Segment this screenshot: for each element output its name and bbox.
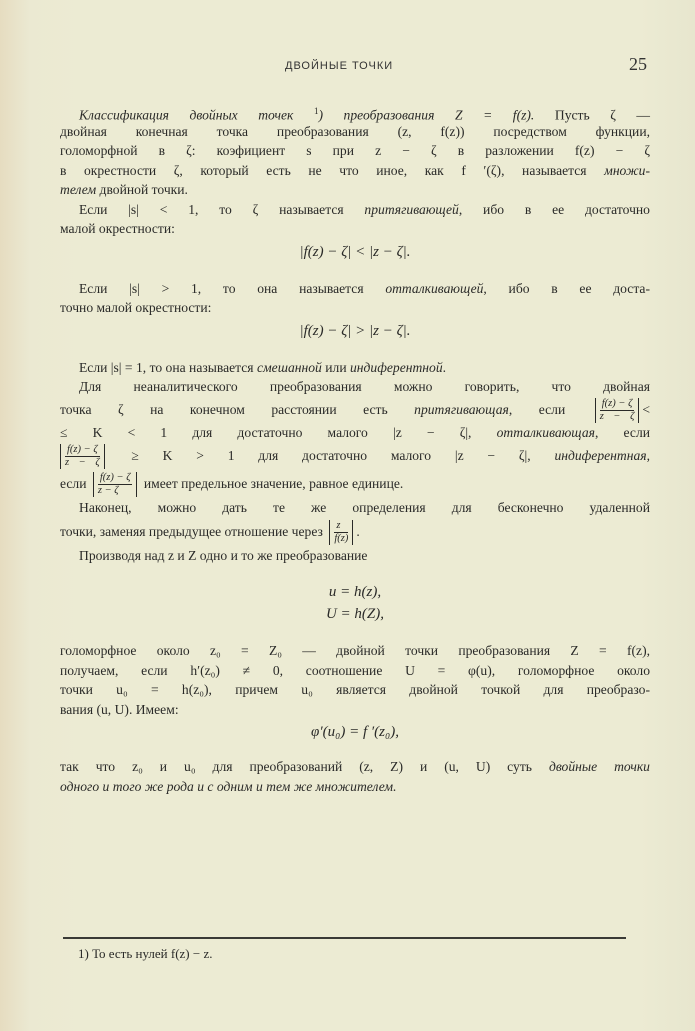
paragraph-classification: Классификация двойных точек $^1$) преобразования Z = f(z). Пусть ζ — двойная конечная точка преобразования (z, f(z)) посредством функции, голоморфной в ζ: коэфициент s при z − ζ в разложении f(z) − ζ в окрестности ζ, который есть не что иное, как f ′(ζ), называется множи- телем двойной точки. xyxy=(60,106,650,197)
paragraph-nonanalytic: Для неаналитического преобразования можно говорить, что двойная точка ζ на конечном расстоянии есть притягивающая, если $\frac{f(z) - \zeta}{z - \zeta}$ < ≤ K < 1 для достаточно малого |z − ζ|, отталкивающая, если $\frac{f(z) - \zeta}{z - \zeta}$ ≥ K > 1 для достаточно малого |z − ζ|, индиферентная, если $\frac{f(z) - \zeta}{z - \zeta}$ имеет предельное значение, равное единице. xyxy=(60,379,651,497)
paragraph-indifferent: Если |s| = 1, то она называется смешанной или индиферентной. xyxy=(79,359,447,375)
paragraph-repelling: Если |s| > 1, то она называется отталкивающей, ибо в ее доста- точно малой окрестности: |f(z) − ζ| > |z − ζ|. xyxy=(60,279,650,344)
formula-attracting: |f(z) − ζ| < |z − ζ|. xyxy=(299,243,411,260)
ratio-fraction: $\frac{f(z) - \zeta}{z - \zeta}$ xyxy=(595,398,640,423)
term-repelling: отталкивающей xyxy=(385,280,484,296)
paragraph-infinity: Наконец, можно дать те же определения для бесконечно удаленной точки, заменяя предыдущее отношение через $\frac{z}{f(z)}$ . xyxy=(60,500,650,544)
formula-u: u = h(z), xyxy=(328,584,382,600)
footnote-ref: 1 xyxy=(313,106,319,116)
footnote-divider xyxy=(63,937,626,939)
paragraph-conclusion: так что z₀ и u₀ для преобразований (z, Z) и (u, U) суть двойные точки одного и того же рода и с одним и тем же множителем. xyxy=(60,759,650,794)
ratio-fraction: $\frac{f(z) - \zeta}{z - \zeta}$ xyxy=(60,444,105,469)
paragraph-holomorphic: голоморфное около z₀ = Z₀ — двойной точки преобразования Z = f(z), получаем, если h′(z₀) ≠ 0, соотношение U = φ(u), голоморфное около точки u₀ = h(z₀), причем u₀ является двойной точкой для преобразо- вания (u, U). Имеем: φ′(u₀) = f ′(z₀), xyxy=(60,641,650,745)
footnote xyxy=(78,946,213,962)
footnote-marker: 1) xyxy=(78,946,89,961)
section-heading: Классификация двойных точек xyxy=(79,107,294,123)
term-attracting: притягивающей xyxy=(364,201,459,217)
formula-U: U = h(Z), xyxy=(325,606,385,622)
paragraph-attracting: Если |s| < 1, то ζ называется притягивающей, ибо в ее достаточно малой окрестности: |f(z) − ζ| < |z − ζ|. xyxy=(60,200,650,265)
page-body xyxy=(60,102,650,796)
footnote-text: То есть нулей f(z) − z. xyxy=(88,946,213,961)
page-number: 25 xyxy=(629,54,647,74)
term-multiplier: множи- xyxy=(604,162,650,178)
running-title: ДВОЙНЫЕ ТОЧКИ xyxy=(285,60,394,72)
ratio-fraction: $\frac{f(z) - \zeta}{z - \zeta}$ xyxy=(93,472,138,497)
inverse-ratio-fraction: $\frac{z}{f(z)}$ xyxy=(329,520,353,545)
paragraph-transformation: Производя над z и Z одно и то же преобразование u = h(z), U = h(Z), xyxy=(60,546,650,642)
formula-derivative: φ′(u₀) = f ′(z₀), xyxy=(311,724,399,740)
formula-repelling: |f(z) − ζ| > |z − ζ|. xyxy=(299,322,411,339)
